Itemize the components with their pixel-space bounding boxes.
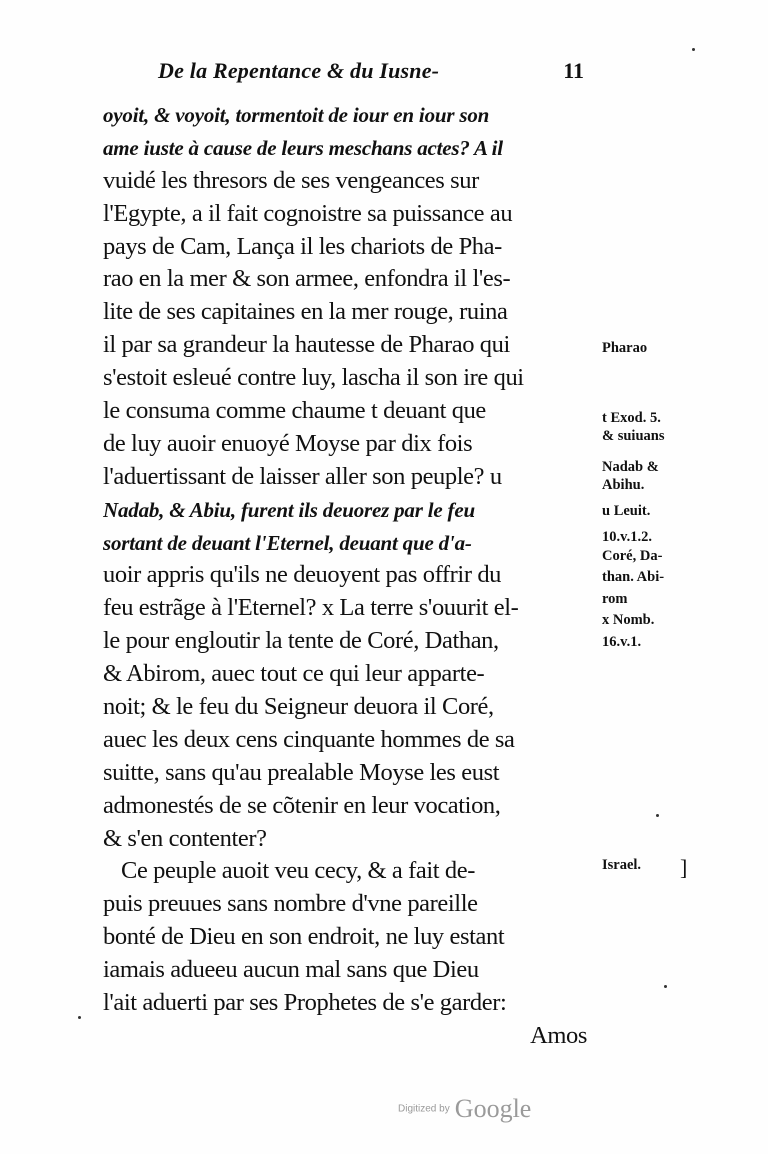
- margin-note: 16.v.1.: [602, 634, 642, 650]
- text-line: & Abirom, auec tout ce qui leur apparte-: [103, 660, 485, 688]
- margin-note: x Nomb.: [602, 612, 655, 628]
- text-line: uoir appris qu'ils ne deuoyent pas offrir du: [103, 561, 502, 589]
- google-wordmark: Google: [454, 1094, 532, 1123]
- margin-note: Israel.: [602, 857, 642, 873]
- text-line: le pour engloutir la tente de Coré, Dathan,: [103, 627, 499, 655]
- scan-speck: [78, 1016, 81, 1019]
- margin-note: rom: [602, 591, 628, 607]
- text-line: rao en la mer & son armee, enfondra il l'es-: [103, 265, 511, 293]
- text-line: l'ait aduerti par ses Prophetes de s'e garder:: [103, 989, 507, 1017]
- text-line: puis preuues sans nombre d'vne pareille: [103, 890, 478, 918]
- text-line: le consuma comme chaume t deuant que: [103, 397, 486, 425]
- margin-note: Pharao: [602, 340, 648, 356]
- text-line: bonté de Dieu en son endroit, ne luy estant: [103, 923, 505, 951]
- text-line: feu estrãge à l'Eternel? x La terre s'ouurit el-: [103, 594, 519, 622]
- bracket-mark: ]: [680, 855, 688, 880]
- running-title: De la Repentance & du Iusne-: [158, 58, 440, 83]
- text-line: oyoit, & voyoit, tormentoit de iour en iour son: [103, 103, 490, 127]
- catchword: Amos: [530, 1021, 587, 1049]
- text-line: & s'en contenter?: [103, 824, 267, 852]
- scan-speck: [692, 48, 695, 51]
- digitized-label: Digitized by: [398, 1103, 450, 1115]
- scan-speck: [664, 985, 667, 988]
- margin-note: & suiuans: [602, 428, 665, 444]
- text-line: Nadab, & Abiu, furent ils deuorez par le feu: [103, 497, 475, 522]
- text-line: ame iuste à cause de leurs meschans actes? A il: [103, 135, 503, 160]
- text-line: il par sa grandeur la hautesse de Pharao qui: [103, 331, 510, 359]
- text-line: noit; & le feu du Seigneur deuora il Coré,: [103, 693, 494, 721]
- text-line: s'estoit esleué contre luy, lascha il son ire qui: [103, 364, 524, 392]
- text-line: de luy auoir enuoyé Moyse par dix fois: [103, 429, 473, 457]
- text-line: l'Egypte, a il fait cognoistre sa puissance au: [103, 199, 513, 227]
- main-text: [103, 99, 595, 1053]
- margin-note: u Leuit.: [602, 503, 651, 519]
- text-line: suitte, sans qu'au prealable Moyse les eust: [103, 758, 500, 786]
- scan-speck: [656, 814, 659, 817]
- text-line: vuidé les thresors de ses vengeances sur: [103, 166, 479, 194]
- margin-note: Coré, Da-: [602, 548, 663, 564]
- page-header: [110, 58, 590, 94]
- page-number: 11: [563, 58, 584, 83]
- text-line: lite de ses capitaines en la mer rouge, ruina: [103, 298, 508, 326]
- text-line: auec les deux cens cinquante hommes de sa: [103, 725, 515, 753]
- text-line: Ce peuple auoit veu cecy, & a fait de-: [121, 857, 475, 885]
- digitized-by-google: [398, 1094, 568, 1134]
- text-line: l'aduertissant de laisser aller son peuple? u: [103, 462, 502, 490]
- text-line: sortant de deuant l'Eternel, deuant que d'a-: [103, 530, 472, 555]
- text-line: pays de Cam, Lança il les chariots de Pha-: [103, 232, 502, 260]
- text-line: admonestés de se cõtenir en leur vocation,: [103, 791, 501, 819]
- margin-note: Nadab &: [602, 459, 659, 475]
- margin-note: t Exod. 5.: [602, 410, 661, 426]
- text-line: iamais adueeu aucun mal sans que Dieu: [103, 956, 479, 984]
- margin-note: than. Abi-: [602, 569, 665, 585]
- margin-note: Abihu.: [602, 477, 645, 493]
- margin-note: 10.v.1.2.: [602, 529, 652, 545]
